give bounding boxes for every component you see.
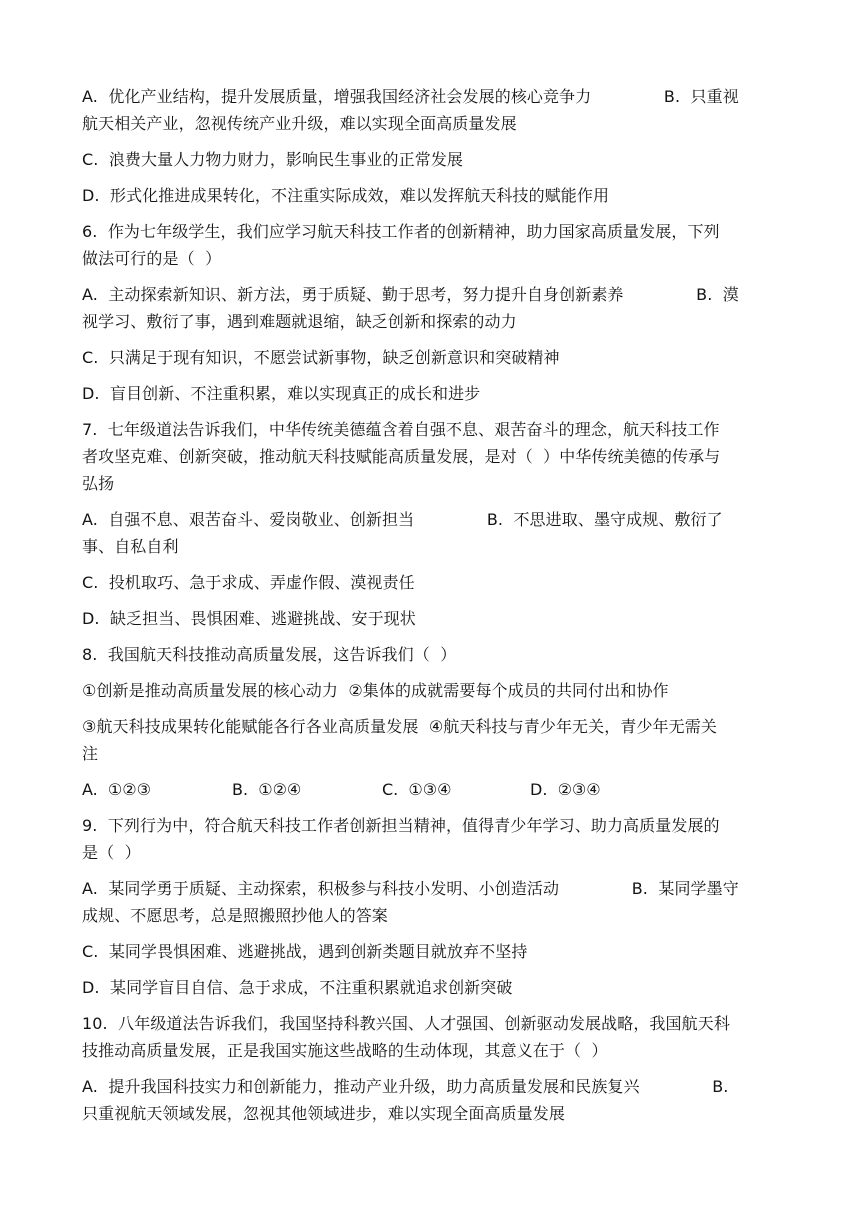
q8-items-12-text: ①创新是推动高质量发展的核心动力 ②集体的成就需要每个成员的共同付出和协作 [82, 681, 669, 700]
q5-option-d [82, 182, 788, 209]
q6-option-a-line2: 视学习、敷衍了事，遇到难题就退缩，缺乏创新和探索的动力 [82, 312, 517, 331]
q10-option-a-line1: A. 提升我国科技实力和创新能力，推动产业升级，助力高质量发展和民族复兴 B. [82, 1077, 729, 1096]
q6-stem-line1: 6. 作为七年级学生，我们应学习航天科技工作者的创新精神，助力国家高质量发展，下列 [82, 222, 720, 241]
q5-option-d-text: D. 形式化推进成果转化，不注重实际成效，难以发挥航天科技的赋能作用 [82, 186, 610, 205]
q7-stem [82, 416, 788, 497]
q8-items-34-line1: ③航天科技成果转化能赋能各行各业高质量发展 ④航天科技与青少年无关，青少年无需关 [82, 717, 717, 736]
q9-option-a-line1: A. 某同学勇于质疑、主动探索，积极参与科技小发明、小创造活动 B. 某同学墨守 [82, 879, 739, 898]
q6-option-a-line1: A. 主动探索新知识、新方法，勇于质疑、勤于思考，努力提升自身创新素养 B. 漠 [82, 285, 739, 304]
q5-option-c [82, 146, 788, 173]
q6-option-d [82, 380, 788, 407]
q8-items-34 [82, 713, 788, 767]
q8-options [82, 776, 788, 803]
q7-option-a-line1: A. 自强不息、艰苦奋斗、爱岗敬业、创新担当 B. 不思进取、墨守成规、敷衍了 [82, 510, 723, 529]
q6-option-d-text: D. 盲目创新、不注重积累，难以实现真正的成长和进步 [82, 384, 481, 403]
q7-stem-line3: 弘扬 [82, 474, 115, 493]
q7-option-d [82, 605, 788, 632]
q10-stem [82, 1010, 788, 1064]
q9-option-d [82, 974, 788, 1001]
q6-option-c-text: C. 只满足于现有知识，不愿尝试新事物，缺乏创新意识和突破精神 [82, 348, 560, 367]
q7-option-d-text: D. 缺乏担当、畏惧困难、逃避挑战、安于现状 [82, 609, 416, 628]
q8-stem [82, 641, 788, 668]
q9-stem [82, 812, 788, 866]
q8-option-c: C. ①③④ [382, 780, 452, 799]
q9-option-c [82, 938, 788, 965]
q9-option-d-text: D. 某同学盲目自信、急于求成，不注重积累就追求创新突破 [82, 978, 513, 997]
q6-stem [82, 218, 788, 272]
q6-option-c [82, 344, 788, 371]
q7-option-a-line2: 事、自私自利 [82, 537, 179, 556]
q5-option-ab [82, 83, 788, 137]
q8-items-34-line2: 注 [82, 744, 99, 763]
q6-stem-line2: 做法可行的是（ ） [82, 249, 222, 268]
q9-option-c-text: C. 某同学畏惧困难、逃避挑战，遇到创新类题目就放弃不坚持 [82, 942, 528, 961]
q9-option-ab [82, 875, 788, 929]
q5-option-c-text: C. 浪费大量人力物力财力，影响民生事业的正常发展 [82, 150, 464, 169]
q5-option-a-line1: A. 优化产业结构，提升发展质量，增强我国经济社会发展的核心竞争力 B. 只重视 [82, 87, 739, 106]
q7-option-ab [82, 506, 788, 560]
q7-stem-line2: 者攻坚克难、创新突破，推动航天科技赋能高质量发展，是对（ ）中华传统美德的传承与 [82, 447, 721, 466]
q8-items-12 [82, 677, 788, 704]
q8-option-a: A. ①②③ [82, 780, 151, 799]
q7-option-c [82, 569, 788, 596]
q10-option-ab [82, 1073, 788, 1127]
q8-option-b: B. ①②④ [232, 780, 302, 799]
q10-stem-line1: 10. 八年级道法告诉我们，我国坚持科教兴国、人才强国、创新驱动发展战略，我国航天科 [82, 1014, 730, 1033]
q6-option-ab [82, 281, 788, 335]
q5-option-a-line2: 航天相关产业，忽视传统产业升级，难以实现全面高质量发展 [82, 114, 517, 133]
q8-option-d: D. ②③④ [530, 780, 601, 799]
q8-stem-text: 8. 我国航天科技推动高质量发展，这告诉我们（ ） [82, 645, 457, 664]
q9-stem-line1: 9. 下列行为中，符合航天科技工作者创新担当精神，值得青少年学习、助力高质量发展的 [82, 816, 720, 835]
q9-option-a-line2: 成规、不愿思考，总是照搬照抄他人的答案 [82, 906, 388, 925]
q9-stem-line2: 是（ ） [82, 843, 141, 862]
q10-option-a-line2: 只重视航天领域发展，忽视其他领域进步，难以实现全面高质量发展 [82, 1104, 566, 1123]
q10-stem-line2: 技推动高质量发展，正是我国实施这些战略的生动体现，其意义在于（ ） [82, 1041, 608, 1060]
q7-stem-line1: 7. 七年级道法告诉我们，中华传统美德蕴含着自强不息、艰苦奋斗的理念，航天科技工作 [82, 420, 720, 439]
q7-option-c-text: C. 投机取巧、急于求成、弄虚作假、漠视责任 [82, 573, 415, 592]
